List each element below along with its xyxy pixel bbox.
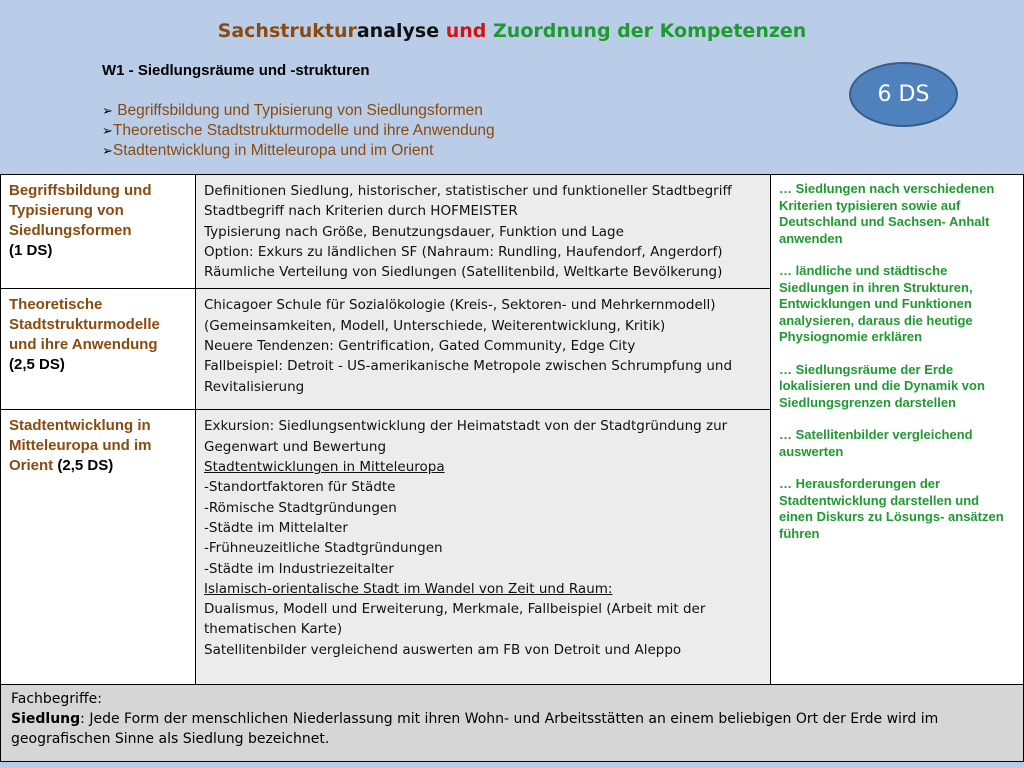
glossary-term: Siedlung — [11, 711, 81, 728]
topic-label: Begriffsbildung und Typisierung von Siedlungsformen — [9, 182, 152, 239]
content-cell — [196, 175, 771, 289]
topic-duration: (2,5 DS) — [9, 356, 65, 374]
title-part-1: Sachstruktur — [217, 20, 357, 42]
glossary-text: : Jede Form der menschlichen Niederlassung mit ihren Wohn- und Arbeitsstätten an einem beliebigen Ort der Erde wird im geografischen Sinne als Siedlung bezeichnet. — [11, 711, 939, 748]
title-part-4: Zuordnung der Kompetenzen — [493, 20, 807, 42]
content-cell — [196, 410, 771, 685]
content-line: Neuere Tendenzen: Gentrification, Gated Community, Edge City — [204, 338, 636, 355]
topic-duration: (1 DS) — [9, 242, 53, 259]
topic-cell — [1, 410, 196, 685]
content-line: -Frühneuzeitliche Stadtgründungen — [204, 540, 443, 557]
competence-item: … Siedlungsräume der Erde lokalisieren und die Dynamik von Siedlungsgrenzen darstellen — [779, 361, 985, 410]
topic-duration: (2,5 DS) — [57, 457, 114, 475]
bullet-item: ➢Theoretische Stadtstrukturmodelle und ihre Anwendung — [102, 122, 495, 139]
arrow-bullet-icon: ➢ — [102, 143, 113, 158]
topic-bullet-list — [102, 101, 495, 161]
content-line: Räumliche Verteilung von Siedlungen (Satellitenbild, Weltkarte Bevölkerung) — [204, 264, 723, 281]
competence-item: … Siedlungen nach verschiedenen Kriterien typisieren sowie auf Deutschland und Sachsen- Anhalt anwenden — [779, 181, 995, 246]
content-line: Stadtbegriff nach Kriterien durch HOFMEISTER — [204, 203, 518, 220]
section-subtitle: W1 - Siedlungsräume und -strukturen — [102, 62, 370, 79]
duration-badge: 6 DS — [849, 62, 958, 127]
content-line: Exkursion: Siedlungsentwicklung der Heimatstadt von der Stadtgründung zur Gegenwart und Bewertung — [204, 418, 728, 455]
topic-label: Stadtentwicklung in Mitteleuropa und im Orient — [9, 417, 152, 475]
content-line: Fallbeispiel: Detroit - US-amerikanische Metropole zwischen Schrumpfung und Revitalisierung — [204, 358, 733, 395]
glossary-label: Fachbegriffe: — [11, 691, 102, 708]
content-cell — [196, 289, 771, 410]
competence-item: … Satellitenbilder vergleichend auswerten — [779, 427, 973, 459]
topic-cell — [1, 289, 196, 410]
title-part-2: analyse — [356, 20, 446, 42]
content-line: Chicagoer Schule für Sozialökologie (Kreis-, Sektoren- und Mehrkernmodell) — [204, 297, 716, 314]
competence-cell — [771, 175, 1024, 685]
content-line: -Römische Stadtgründungen — [204, 499, 397, 516]
table-row — [1, 175, 1024, 289]
content-line: Option: Exkurs zu ländlichen SF (Nahraum: Rundling, Haufendorf, Angerdorf) — [204, 243, 723, 260]
table-row — [1, 685, 1024, 762]
arrow-bullet-icon: ➢ — [102, 103, 113, 118]
content-line: (Gemeinsamkeiten, Modell, Unterschiede, Weiterentwicklung, Kritik) — [204, 317, 666, 334]
page-title — [0, 20, 1024, 42]
bullet-item: ➢ Begriffsbildung und Typisierung von Siedlungsformen — [102, 102, 483, 119]
content-table — [0, 174, 1024, 762]
content-line: -Städte im Industriezeitalter — [204, 560, 394, 577]
content-subheading: Islamisch-orientalische Stadt im Wandel von Zeit und Raum: — [204, 580, 613, 597]
title-part-3: und — [445, 20, 494, 42]
content-line: Definitionen Siedlung, historischer, statistischer und funktioneller Stadtbegriff — [204, 183, 732, 199]
content-line: -Städte im Mittelalter — [204, 519, 348, 536]
competence-item: … ländliche und städtische Siedlungen in ihren Strukturen, Entwicklungen und Funktionen analysieren, daraus die heutige Physiognomie erklären — [779, 263, 973, 344]
content-line: Typisierung nach Größe, Benutzungsdauer, Funktion und Lage — [204, 223, 624, 240]
content-line: Dualismus, Modell und Erweiterung, Merkmale, Fallbeispiel (Arbeit mit der thematischen Karte) — [204, 601, 706, 638]
arrow-bullet-icon: ➢ — [102, 123, 113, 138]
content-line: -Standortfaktoren für Städte — [204, 479, 396, 496]
content-line: Satellitenbilder vergleichend auswerten am FB von Detroit und Aleppo — [204, 641, 682, 658]
content-subheading: Stadtentwicklungen in Mitteleuropa — [204, 459, 445, 476]
competence-item: … Herausforderungen der Stadtentwicklung darstellen und einen Diskurs zu Lösungs- ansätzen führen — [779, 476, 1004, 541]
glossary-definition — [11, 709, 1013, 749]
topic-label: Theoretische Stadtstrukturmodelle und ihre Anwendung — [9, 296, 160, 354]
bullet-item: ➢Stadtentwicklung in Mitteleuropa und im Orient — [102, 142, 434, 159]
glossary-cell — [1, 685, 1024, 762]
topic-cell — [1, 175, 196, 289]
